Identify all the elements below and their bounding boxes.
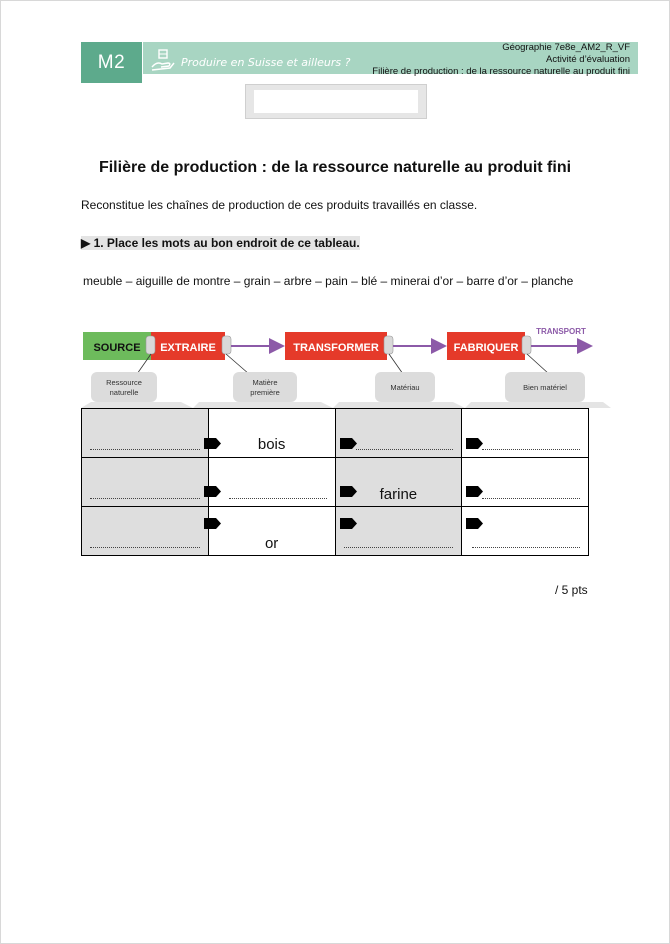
name-field-box[interactable]	[245, 84, 427, 119]
answer-cell-r2c4[interactable]	[462, 458, 589, 507]
hand-box-icon	[150, 47, 176, 73]
answer-cell-r1c1[interactable]	[82, 409, 209, 458]
answer-cell-r1c3[interactable]	[335, 409, 462, 458]
triangle-marker-icon: ▶	[81, 236, 91, 250]
question-heading	[81, 236, 360, 250]
tag-arrow-icon	[340, 486, 357, 497]
answer-cell-r2c3: farine	[335, 458, 462, 507]
label-ressource-2: naturelle	[109, 388, 139, 397]
tag-arrow-icon	[466, 486, 483, 497]
tag-arrow-icon	[340, 438, 357, 449]
score-label: / 5 pts	[555, 583, 588, 597]
tag-arrow-icon	[466, 518, 483, 529]
svg-text:Bien matériel: Bien matériel	[523, 383, 567, 392]
tag-arrow-icon	[340, 518, 357, 529]
svg-text:première: première	[250, 388, 280, 397]
intro-text: Reconstitue les chaînes de production de ces produits travaillés en classe.	[81, 198, 478, 212]
tag-arrow-icon	[466, 438, 483, 449]
question-text: 1. Place les mots au bon endroit de ce tableau.	[93, 236, 360, 250]
svg-text:Matériau: Matériau	[390, 383, 420, 392]
answer-cell-r3c2: or	[208, 507, 335, 556]
header-theme: Produire en Suisse et ailleurs ?	[181, 56, 351, 69]
tag-arrow-icon	[204, 486, 221, 497]
answer-table	[81, 408, 589, 556]
tag-arrow-icon	[204, 438, 221, 449]
extraire-label: EXTRAIRE	[160, 342, 216, 354]
transformer-label: TRANSFORMER	[293, 342, 379, 354]
module-badge: M2	[81, 42, 142, 83]
answer-cell-r3c1[interactable]	[82, 507, 209, 556]
answer-cell-r2c2[interactable]	[208, 458, 335, 507]
source-label: SOURCE	[93, 342, 141, 354]
header-line-3: Filière de production : de la ressource naturelle au produit fini	[372, 66, 630, 77]
tag-arrow-icon	[204, 518, 221, 529]
word-list: meuble – aiguille de montre – grain – arbre – pain – blé – minerai d’or – barre d’or – planche	[83, 274, 574, 288]
table-row	[82, 409, 589, 458]
svg-text:Matière: Matière	[252, 378, 278, 387]
page-title: Filière de production : de la ressource naturelle au produit fini	[98, 159, 572, 176]
table-row	[82, 507, 589, 556]
transport-label: TRANSPORT	[536, 327, 586, 336]
header-line-2: Activité d’évaluation	[546, 54, 630, 65]
answer-cell-r3c3[interactable]	[335, 507, 462, 556]
table-row	[82, 458, 589, 507]
answer-cell-r2c1[interactable]	[82, 458, 209, 507]
answer-cell-r1c4[interactable]	[462, 409, 589, 458]
answer-cell-r3c4[interactable]	[462, 507, 589, 556]
production-chain-diagram	[81, 326, 613, 410]
header-info	[372, 42, 630, 78]
label-ressource-1: Ressource	[106, 378, 142, 387]
fabriquer-label: FABRIQUER	[453, 342, 519, 354]
answer-cell-r1c2: bois	[208, 409, 335, 458]
header-line-1: Géographie 7e8e_AM2_R_VF	[502, 42, 630, 53]
